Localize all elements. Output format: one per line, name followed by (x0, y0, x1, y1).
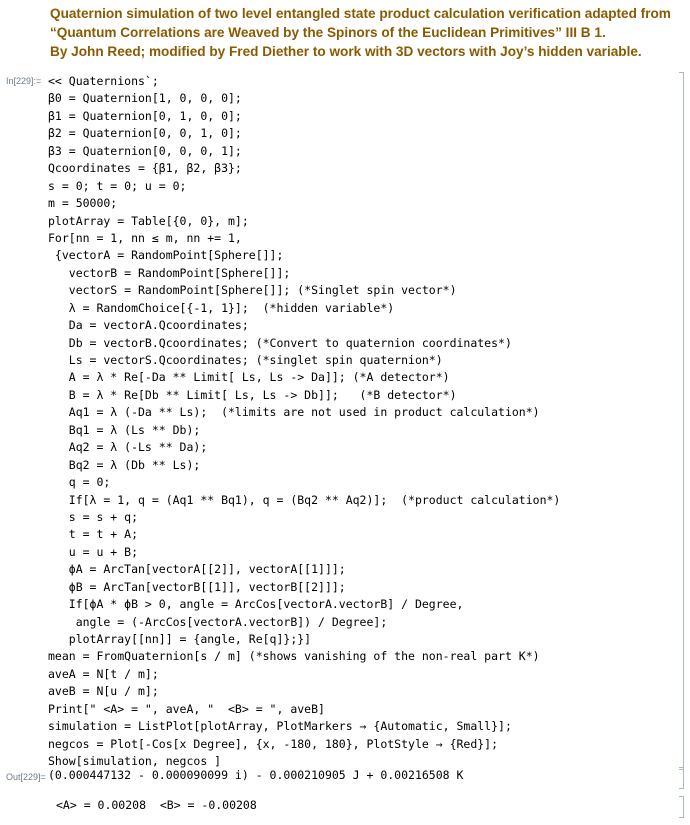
code-line: aveB = N[u / m]; (48, 684, 159, 699)
code-line: plotArray = Table[{0, 0}, m]; (48, 213, 249, 228)
code-line: negcos = Plot[-Cos[x Degree], {x, -180, 180}, PlotStyle → {Red}]; (48, 736, 499, 751)
code-line: ϕB = ArcTan[vectorB[[1]], vectorB[[2]]]; (48, 579, 346, 594)
code-line: vectorS = RandomPoint[Sphere[]]; (*Singlet spin vector*) (48, 283, 457, 298)
code-line: plotArray[[nn]] = {angle, Re[q]};}] (48, 632, 312, 646)
code-line: Show[simulation, negcos ] (48, 754, 222, 769)
code-line: simulation = ListPlot[plotArray, PlotMarkers → {Automatic, Small}]; (48, 719, 512, 734)
code-line: Qcoordinates = {β1, β2, β3}; (48, 161, 242, 176)
code-line: aveA = N[t / m]; (48, 666, 159, 681)
code-line: β1 = Quaternion[0, 1, 0, 0]; (48, 108, 242, 123)
output-cell-label: Out[229]= (6, 772, 46, 782)
code-line: vectorB = RandomPoint[Sphere[]]; (48, 265, 291, 280)
code-line: ϕA = ArcTan[vectorA[[2]], vectorA[[1]]]; (48, 562, 346, 577)
code-line: Db = vectorB.Qcoordinates; (*Convert to quaternion coordinates*) (48, 335, 512, 350)
code-line: Aq2 = λ (-Ls ** Da); (48, 440, 208, 455)
input-cell-label: In[229]:= (6, 76, 42, 86)
output-quaternion-result: (0.000447132 - 0.000090099 i) - 0.000210905 J + 0.00216508 K (48, 768, 464, 782)
code-line: s = s + q; (48, 509, 139, 524)
code-line: {vectorA = RandomPoint[Sphere[]]; (48, 248, 284, 263)
header-line: Quaternion simulation of two level entangled state product calculation verification adapted from (50, 6, 671, 21)
code-line: For[nn = 1, nn ≤ m, nn += 1, (48, 230, 242, 245)
input-cell-bracket[interactable] (679, 72, 684, 770)
code-line: Aq1 = λ (-Da ** Ls); (*limits are not used in product calculation*) (48, 405, 540, 420)
code-line: u = u + B; (48, 544, 139, 559)
code-line: Bq2 = λ (Db ** Ls); (48, 457, 201, 472)
code-line: t = t + A; (48, 527, 139, 542)
code-line: λ = RandomChoice[{-1, 1}]; (*hidden variable*) (48, 300, 395, 315)
code-line: β0 = Quaternion[1, 0, 0, 0]; (48, 91, 242, 106)
header-line: “Quantum Correlations are Weaved by the Spinors of the Euclidean Primitives” III B 1. (50, 25, 606, 40)
code-line: Da = vectorA.Qcoordinates; (48, 318, 249, 333)
code-line: If[λ = 1, q = (Aq1 ** Bq1), q = (Bq2 ** Aq2)]; (*product calculation*) (48, 492, 561, 507)
code-line: mean = FromQuaternion[s / m] (*shows vanishing of the non-real part K*) (48, 649, 540, 664)
code-line: m = 50000; (48, 196, 118, 211)
code-line: Print[" <A> = ", aveA, " <B> = ", aveB] (48, 701, 325, 716)
code-line: angle = (-ArcCos[vectorA.vectorB]) / Degree]; (48, 614, 388, 629)
code-line: << Quaternions`; (48, 74, 159, 88)
print-cell-bracket[interactable] (679, 796, 684, 818)
code-line: B = λ * Re[Db ** Limit[ Ls, Ls -> Db]]; (*B detector*) (48, 387, 457, 402)
output-cell-bracket[interactable] (679, 767, 684, 789)
print-output: <A> = 0.00208 <B> = -0.00208 (56, 798, 257, 812)
code-line: β2 = Quaternion[0, 0, 1, 0]; (48, 126, 242, 141)
input-cell-code[interactable] (48, 73, 684, 771)
code-line: Ls = vectorS.Qcoordinates; (*singlet spin quaternion*) (48, 353, 443, 367)
description-header (50, 4, 682, 61)
code-line: s = 0; t = 0; u = 0; (48, 178, 187, 193)
code-line: A = λ * Re[-Da ** Limit[ Ls, Ls -> Da]]; (*A detector*) (48, 370, 450, 385)
code-line: q = 0; (48, 475, 111, 490)
code-line: If[ϕA * ϕB > 0, angle = ArcCos[vectorA.vectorB] / Degree, (48, 597, 464, 612)
header-line: By John Reed; modified by Fred Diether to work with 3D vectors with Joy’s hidden variable. (50, 44, 642, 59)
code-line: β3 = Quaternion[0, 0, 0, 1]; (48, 143, 242, 158)
code-line: Bq1 = λ (Ls ** Db); (48, 422, 201, 437)
